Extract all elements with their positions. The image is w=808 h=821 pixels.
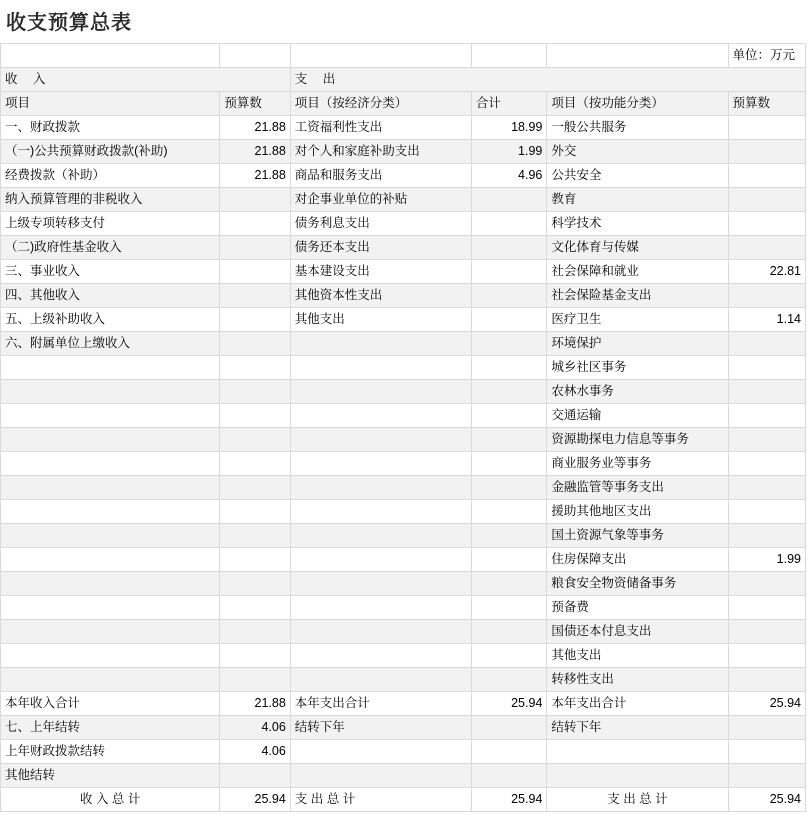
economic-value	[471, 188, 546, 212]
function-value: 1.14	[728, 308, 805, 332]
income-item: 其他结转	[1, 764, 220, 788]
economic-item	[290, 524, 471, 548]
income-value	[220, 356, 290, 380]
economic-item	[290, 380, 471, 404]
function-item	[547, 764, 728, 788]
income-item	[1, 452, 220, 476]
function-item: 援助其他地区支出	[547, 500, 728, 524]
function-value: 1.99	[728, 548, 805, 572]
table-row	[1, 260, 806, 284]
income-value	[220, 428, 290, 452]
function-value	[728, 596, 805, 620]
table-row	[1, 404, 806, 428]
economic-value	[471, 356, 546, 380]
unit-label: 单位：万元	[728, 44, 805, 68]
function-value	[728, 644, 805, 668]
economic-value	[471, 548, 546, 572]
income-item	[1, 548, 220, 572]
group-header-row	[1, 68, 806, 92]
economic-item: 工资福利性支出	[290, 116, 471, 140]
table-row	[1, 164, 806, 188]
header-item-function: 项目（按功能分类）	[547, 92, 728, 116]
economic-item	[290, 476, 471, 500]
economic-item: 债务还本支出	[290, 236, 471, 260]
economic-value	[471, 284, 546, 308]
function-value	[728, 500, 805, 524]
income-item: （一)公共预算财政拨款(补助)	[1, 140, 220, 164]
income-item	[1, 668, 220, 692]
economic-item: 本年支出合计	[290, 692, 471, 716]
income-item	[1, 404, 220, 428]
table-row	[1, 380, 806, 404]
economic-item	[290, 452, 471, 476]
table-row	[1, 500, 806, 524]
income-item	[1, 476, 220, 500]
income-value	[220, 332, 290, 356]
economic-value	[471, 332, 546, 356]
function-value	[728, 716, 805, 740]
economic-item: 商品和服务支出	[290, 164, 471, 188]
function-value: 25.94	[728, 692, 805, 716]
function-item: 农林水事务	[547, 380, 728, 404]
economic-value	[471, 212, 546, 236]
economic-value	[471, 740, 546, 764]
income-value	[220, 308, 290, 332]
function-value	[728, 620, 805, 644]
unit-row-spacer-5	[547, 44, 728, 68]
function-value	[728, 236, 805, 260]
header-budget-income: 预算数	[220, 92, 290, 116]
function-item: 金融监管等事务支出	[547, 476, 728, 500]
economic-value	[471, 524, 546, 548]
function-value: 22.81	[728, 260, 805, 284]
unit-row	[1, 44, 806, 68]
function-item: 外交	[547, 140, 728, 164]
economic-item	[290, 668, 471, 692]
function-value	[728, 188, 805, 212]
function-item: 城乡社区事务	[547, 356, 728, 380]
header-budget-function: 预算数	[728, 92, 805, 116]
function-item: 本年支出合计	[547, 692, 728, 716]
income-item: 三、事业收入	[1, 260, 220, 284]
function-value	[728, 356, 805, 380]
function-item: 科学技术	[547, 212, 728, 236]
economic-value	[471, 764, 546, 788]
table-row	[1, 236, 806, 260]
grand-total-income-value: 25.94	[220, 788, 290, 812]
economic-item: 结转下年	[290, 716, 471, 740]
income-value	[220, 476, 290, 500]
function-value	[728, 284, 805, 308]
function-item: 环境保护	[547, 332, 728, 356]
income-item	[1, 500, 220, 524]
function-value	[728, 332, 805, 356]
table-row	[1, 620, 806, 644]
table-row	[1, 116, 806, 140]
economic-value	[471, 476, 546, 500]
grand-total-row	[1, 788, 806, 812]
table-row	[1, 668, 806, 692]
income-group-header: 收 入	[1, 68, 291, 92]
function-item: 国土资源气象等事务	[547, 524, 728, 548]
economic-value	[471, 380, 546, 404]
function-value	[728, 524, 805, 548]
subtotal-row	[1, 692, 806, 716]
economic-value	[471, 668, 546, 692]
function-item: 粮食安全物资储备事务	[547, 572, 728, 596]
function-item: 商业服务业等事务	[547, 452, 728, 476]
table-row	[1, 356, 806, 380]
function-item: 文化体育与传媒	[547, 236, 728, 260]
income-value	[220, 212, 290, 236]
income-item: 本年收入合计	[1, 692, 220, 716]
function-item: 其他支出	[547, 644, 728, 668]
income-item	[1, 644, 220, 668]
budget-summary-table	[0, 43, 806, 812]
function-item: 一般公共服务	[547, 116, 728, 140]
function-value	[728, 764, 805, 788]
income-item	[1, 428, 220, 452]
economic-item	[290, 428, 471, 452]
subtotal-row	[1, 716, 806, 740]
function-item: 转移性支出	[547, 668, 728, 692]
income-value	[220, 500, 290, 524]
function-item: 结转下年	[547, 716, 728, 740]
table-row	[1, 572, 806, 596]
function-value	[728, 452, 805, 476]
income-item: 纳入预算管理的非税收入	[1, 188, 220, 212]
function-item: 预备费	[547, 596, 728, 620]
table-row	[1, 428, 806, 452]
income-value	[220, 764, 290, 788]
economic-value	[471, 716, 546, 740]
function-value	[728, 212, 805, 236]
function-item: 社会保障和就业	[547, 260, 728, 284]
economic-value: 4.96	[471, 164, 546, 188]
table-row	[1, 452, 806, 476]
grand-total-function-label: 支 出 总 计	[547, 788, 728, 812]
economic-item: 其他支出	[290, 308, 471, 332]
table-row	[1, 212, 806, 236]
income-item	[1, 572, 220, 596]
income-item: 七、上年结转	[1, 716, 220, 740]
income-item: 上年财政拨款结转	[1, 740, 220, 764]
economic-value	[471, 500, 546, 524]
income-value	[220, 572, 290, 596]
function-item: 社会保险基金支出	[547, 284, 728, 308]
function-item: 国债还本付息支出	[547, 620, 728, 644]
header-item-income: 项目	[1, 92, 220, 116]
economic-item: 其他资本性支出	[290, 284, 471, 308]
grand-total-function-value: 25.94	[728, 788, 805, 812]
header-total: 合计	[471, 92, 546, 116]
income-value	[220, 668, 290, 692]
function-item: 教育	[547, 188, 728, 212]
economic-item	[290, 596, 471, 620]
income-value	[220, 452, 290, 476]
unit-row-spacer-1	[1, 44, 220, 68]
income-item: 上级专项转移支付	[1, 212, 220, 236]
economic-value	[471, 308, 546, 332]
economic-item: 债务利息支出	[290, 212, 471, 236]
function-value	[728, 380, 805, 404]
function-item: 资源勘探电力信息等事务	[547, 428, 728, 452]
function-value	[728, 404, 805, 428]
subtotal-row	[1, 764, 806, 788]
income-value: 4.06	[220, 716, 290, 740]
income-value	[220, 644, 290, 668]
unit-row-spacer-4	[471, 44, 546, 68]
economic-value	[471, 452, 546, 476]
income-item	[1, 596, 220, 620]
economic-value: 18.99	[471, 116, 546, 140]
income-item	[1, 524, 220, 548]
economic-item	[290, 500, 471, 524]
unit-row-spacer-2	[220, 44, 290, 68]
income-value: 21.88	[220, 164, 290, 188]
function-item: 医疗卫生	[547, 308, 728, 332]
function-value	[728, 740, 805, 764]
income-value	[220, 596, 290, 620]
page-title: 收支预算总表	[6, 12, 132, 34]
income-value	[220, 524, 290, 548]
economic-value	[471, 596, 546, 620]
function-item	[547, 740, 728, 764]
income-value: 21.88	[220, 116, 290, 140]
economic-item	[290, 620, 471, 644]
income-item: 一、财政拨款	[1, 116, 220, 140]
economic-item: 基本建设支出	[290, 260, 471, 284]
grand-total-income-label: 收 入 总 计	[1, 788, 220, 812]
economic-value	[471, 260, 546, 284]
subtotal-row	[1, 740, 806, 764]
expense-group-header: 支 出	[290, 68, 805, 92]
income-item: 经费拨款（补助）	[1, 164, 220, 188]
table-row	[1, 476, 806, 500]
economic-item	[290, 740, 471, 764]
economic-item	[290, 764, 471, 788]
economic-item: 对个人和家庭补助支出	[290, 140, 471, 164]
grand-total-economic-value: 25.94	[471, 788, 546, 812]
grand-total-economic-label: 支 出 总 计	[290, 788, 471, 812]
income-value	[220, 380, 290, 404]
income-item	[1, 620, 220, 644]
income-value	[220, 236, 290, 260]
economic-value	[471, 404, 546, 428]
function-value	[728, 116, 805, 140]
income-value: 21.88	[220, 140, 290, 164]
function-value	[728, 572, 805, 596]
economic-item	[290, 356, 471, 380]
income-value	[220, 188, 290, 212]
function-value	[728, 140, 805, 164]
unit-row-spacer-3	[290, 44, 471, 68]
economic-value: 25.94	[471, 692, 546, 716]
income-value	[220, 260, 290, 284]
function-value	[728, 476, 805, 500]
income-item: 六、附属单位上缴收入	[1, 332, 220, 356]
table-row	[1, 308, 806, 332]
economic-value: 1.99	[471, 140, 546, 164]
table-row	[1, 332, 806, 356]
income-item: 四、其他收入	[1, 284, 220, 308]
economic-item	[290, 644, 471, 668]
income-value: 4.06	[220, 740, 290, 764]
function-value	[728, 164, 805, 188]
function-item: 公共安全	[547, 164, 728, 188]
function-value	[728, 428, 805, 452]
income-item	[1, 380, 220, 404]
table-row	[1, 524, 806, 548]
table-row	[1, 596, 806, 620]
header-item-economic: 项目（按经济分类）	[290, 92, 471, 116]
economic-item: 对企事业单位的补贴	[290, 188, 471, 212]
income-item	[1, 356, 220, 380]
economic-value	[471, 572, 546, 596]
economic-item	[290, 332, 471, 356]
column-header-row	[1, 92, 806, 116]
function-item: 交通运输	[547, 404, 728, 428]
economic-item	[290, 404, 471, 428]
economic-value	[471, 644, 546, 668]
income-value	[220, 404, 290, 428]
function-value	[728, 668, 805, 692]
table-row	[1, 188, 806, 212]
income-item: （二)政府性基金收入	[1, 236, 220, 260]
economic-value	[471, 236, 546, 260]
table-row	[1, 548, 806, 572]
table-row	[1, 284, 806, 308]
economic-value	[471, 620, 546, 644]
economic-item	[290, 572, 471, 596]
table-row	[1, 140, 806, 164]
function-item: 住房保障支出	[547, 548, 728, 572]
table-row	[1, 644, 806, 668]
economic-value	[471, 428, 546, 452]
income-value	[220, 284, 290, 308]
income-value	[220, 620, 290, 644]
income-value	[220, 548, 290, 572]
income-value: 21.88	[220, 692, 290, 716]
income-item: 五、上级补助收入	[1, 308, 220, 332]
economic-item	[290, 548, 471, 572]
